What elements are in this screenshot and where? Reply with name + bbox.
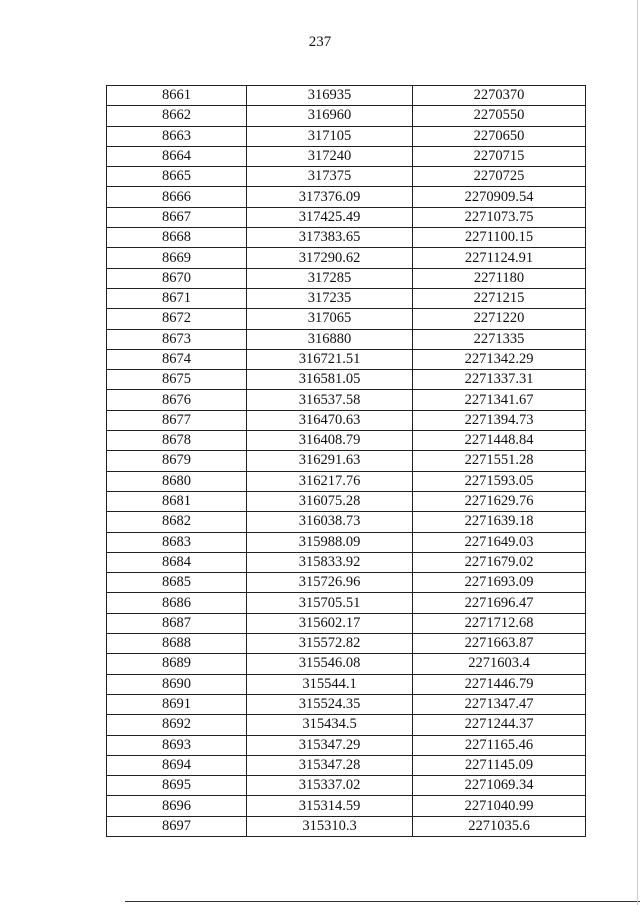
- x-coordinate-cell: 315524.35: [247, 694, 413, 714]
- y-coordinate-cell: 2271629.76: [413, 491, 586, 511]
- y-coordinate-cell: 2270909.54: [413, 187, 586, 207]
- table-row: [107, 187, 586, 207]
- table-row: [107, 715, 586, 735]
- y-coordinate-cell: 2270725: [413, 167, 586, 187]
- y-coordinate-cell: 2271180: [413, 268, 586, 288]
- y-coordinate-cell: 2271035.6: [413, 816, 586, 836]
- point-number-cell: 8693: [107, 735, 247, 755]
- table-row: [107, 613, 586, 633]
- table-row: [107, 207, 586, 227]
- page-edge-line: [637, 0, 638, 905]
- y-coordinate-cell: 2271040.99: [413, 796, 586, 816]
- table-row: [107, 228, 586, 248]
- point-number-cell: 8678: [107, 431, 247, 451]
- table-row: [107, 146, 586, 166]
- point-number-cell: 8675: [107, 370, 247, 390]
- point-number-cell: 8695: [107, 776, 247, 796]
- point-number-cell: 8663: [107, 126, 247, 146]
- table-row: [107, 329, 586, 349]
- table-row: [107, 349, 586, 369]
- point-number-cell: 8670: [107, 268, 247, 288]
- x-coordinate-cell: 316537.58: [247, 390, 413, 410]
- y-coordinate-cell: 2271335: [413, 329, 586, 349]
- table-row: [107, 735, 586, 755]
- x-coordinate-cell: 316880: [247, 329, 413, 349]
- table-row: [107, 471, 586, 491]
- table-row: [107, 593, 586, 613]
- point-number-cell: 8665: [107, 167, 247, 187]
- point-number-cell: 8680: [107, 471, 247, 491]
- table-row: [107, 552, 586, 572]
- table-row: [107, 309, 586, 329]
- x-coordinate-cell: 315544.1: [247, 674, 413, 694]
- x-coordinate-cell: 317290.62: [247, 248, 413, 268]
- coordinate-table-body: [107, 86, 586, 837]
- y-coordinate-cell: 2271220: [413, 309, 586, 329]
- table-row: [107, 268, 586, 288]
- x-coordinate-cell: 317240: [247, 146, 413, 166]
- y-coordinate-cell: 2271215: [413, 288, 586, 308]
- x-coordinate-cell: 316075.28: [247, 491, 413, 511]
- table-row: [107, 390, 586, 410]
- point-number-cell: 8694: [107, 755, 247, 775]
- table-row: [107, 674, 586, 694]
- y-coordinate-cell: 2271069.34: [413, 776, 586, 796]
- point-number-cell: 8692: [107, 715, 247, 735]
- table-row: [107, 410, 586, 430]
- x-coordinate-cell: 315347.28: [247, 755, 413, 775]
- page-number: 237: [308, 34, 332, 50]
- point-number-cell: 8679: [107, 451, 247, 471]
- y-coordinate-cell: 2271639.18: [413, 512, 586, 532]
- point-number-cell: 8697: [107, 816, 247, 836]
- x-coordinate-cell: 315314.59: [247, 796, 413, 816]
- table-row: [107, 288, 586, 308]
- point-number-cell: 8690: [107, 674, 247, 694]
- point-number-cell: 8662: [107, 106, 247, 126]
- y-coordinate-cell: 2271341.67: [413, 390, 586, 410]
- point-number-cell: 8682: [107, 512, 247, 532]
- point-number-cell: 8688: [107, 634, 247, 654]
- y-coordinate-cell: 2271100.15: [413, 228, 586, 248]
- x-coordinate-cell: 315434.5: [247, 715, 413, 735]
- table-row: [107, 816, 586, 836]
- x-coordinate-cell: 315726.96: [247, 573, 413, 593]
- table-row: [107, 634, 586, 654]
- y-coordinate-cell: 2271145.09: [413, 755, 586, 775]
- table-row: [107, 512, 586, 532]
- point-number-cell: 8673: [107, 329, 247, 349]
- point-number-cell: 8661: [107, 86, 247, 106]
- x-coordinate-cell: 315546.08: [247, 654, 413, 674]
- table-row: [107, 573, 586, 593]
- y-coordinate-cell: 2271342.29: [413, 349, 586, 369]
- table-row: [107, 796, 586, 816]
- y-coordinate-cell: 2271551.28: [413, 451, 586, 471]
- point-number-cell: 8689: [107, 654, 247, 674]
- table-row: [107, 491, 586, 511]
- y-coordinate-cell: 2271394.73: [413, 410, 586, 430]
- table-row: [107, 370, 586, 390]
- x-coordinate-cell: 317065: [247, 309, 413, 329]
- point-number-cell: 8664: [107, 146, 247, 166]
- point-number-cell: 8696: [107, 796, 247, 816]
- x-coordinate-cell: 316470.63: [247, 410, 413, 430]
- table-row: [107, 532, 586, 552]
- x-coordinate-cell: 315347.29: [247, 735, 413, 755]
- x-coordinate-cell: 316408.79: [247, 431, 413, 451]
- x-coordinate-cell: 315833.92: [247, 552, 413, 572]
- y-coordinate-cell: 2271124.91: [413, 248, 586, 268]
- x-coordinate-cell: 317383.65: [247, 228, 413, 248]
- x-coordinate-cell: 317425.49: [247, 207, 413, 227]
- table-row: [107, 654, 586, 674]
- point-number-cell: 8685: [107, 573, 247, 593]
- x-coordinate-cell: 316960: [247, 106, 413, 126]
- x-coordinate-cell: 316291.63: [247, 451, 413, 471]
- y-coordinate-cell: 2271593.05: [413, 471, 586, 491]
- y-coordinate-cell: 2270370: [413, 86, 586, 106]
- y-coordinate-cell: 2270550: [413, 106, 586, 126]
- point-number-cell: 8681: [107, 491, 247, 511]
- y-coordinate-cell: 2270715: [413, 146, 586, 166]
- coordinate-table: [106, 85, 586, 837]
- point-number-cell: 8667: [107, 207, 247, 227]
- y-coordinate-cell: 2271693.09: [413, 573, 586, 593]
- table-row: [107, 755, 586, 775]
- x-coordinate-cell: 315337.02: [247, 776, 413, 796]
- footer-rule: [125, 901, 640, 902]
- y-coordinate-cell: 2271165.46: [413, 735, 586, 755]
- table-row: [107, 106, 586, 126]
- point-number-cell: 8676: [107, 390, 247, 410]
- x-coordinate-cell: 316721.51: [247, 349, 413, 369]
- y-coordinate-cell: 2271073.75: [413, 207, 586, 227]
- point-number-cell: 8669: [107, 248, 247, 268]
- x-coordinate-cell: 315602.17: [247, 613, 413, 633]
- y-coordinate-cell: 2271448.84: [413, 431, 586, 451]
- y-coordinate-cell: 2271347.47: [413, 694, 586, 714]
- table-row: [107, 451, 586, 471]
- y-coordinate-cell: 2271337.31: [413, 370, 586, 390]
- y-coordinate-cell: 2271712.68: [413, 613, 586, 633]
- table-row: [107, 776, 586, 796]
- table-row: [107, 248, 586, 268]
- x-coordinate-cell: 316038.73: [247, 512, 413, 532]
- table-row: [107, 431, 586, 451]
- point-number-cell: 8683: [107, 532, 247, 552]
- x-coordinate-cell: 317235: [247, 288, 413, 308]
- x-coordinate-cell: 315572.82: [247, 634, 413, 654]
- point-number-cell: 8684: [107, 552, 247, 572]
- y-coordinate-cell: 2271446.79: [413, 674, 586, 694]
- table-row: [107, 126, 586, 146]
- x-coordinate-cell: 315988.09: [247, 532, 413, 552]
- x-coordinate-cell: 316581.05: [247, 370, 413, 390]
- table-row: [107, 167, 586, 187]
- x-coordinate-cell: 316217.76: [247, 471, 413, 491]
- y-coordinate-cell: 2270650: [413, 126, 586, 146]
- y-coordinate-cell: 2271679.02: [413, 552, 586, 572]
- y-coordinate-cell: 2271649.03: [413, 532, 586, 552]
- x-coordinate-cell: 315310.3: [247, 816, 413, 836]
- y-coordinate-cell: 2271603.4: [413, 654, 586, 674]
- x-coordinate-cell: 315705.51: [247, 593, 413, 613]
- x-coordinate-cell: 317376.09: [247, 187, 413, 207]
- point-number-cell: 8666: [107, 187, 247, 207]
- x-coordinate-cell: 317285: [247, 268, 413, 288]
- y-coordinate-cell: 2271696.47: [413, 593, 586, 613]
- table-row: [107, 86, 586, 106]
- x-coordinate-cell: 316935: [247, 86, 413, 106]
- x-coordinate-cell: 317105: [247, 126, 413, 146]
- y-coordinate-cell: 2271244.37: [413, 715, 586, 735]
- point-number-cell: 8691: [107, 694, 247, 714]
- point-number-cell: 8672: [107, 309, 247, 329]
- point-number-cell: 8671: [107, 288, 247, 308]
- y-coordinate-cell: 2271663.87: [413, 634, 586, 654]
- point-number-cell: 8677: [107, 410, 247, 430]
- point-number-cell: 8686: [107, 593, 247, 613]
- point-number-cell: 8674: [107, 349, 247, 369]
- x-coordinate-cell: 317375: [247, 167, 413, 187]
- table-row: [107, 694, 586, 714]
- point-number-cell: 8687: [107, 613, 247, 633]
- point-number-cell: 8668: [107, 228, 247, 248]
